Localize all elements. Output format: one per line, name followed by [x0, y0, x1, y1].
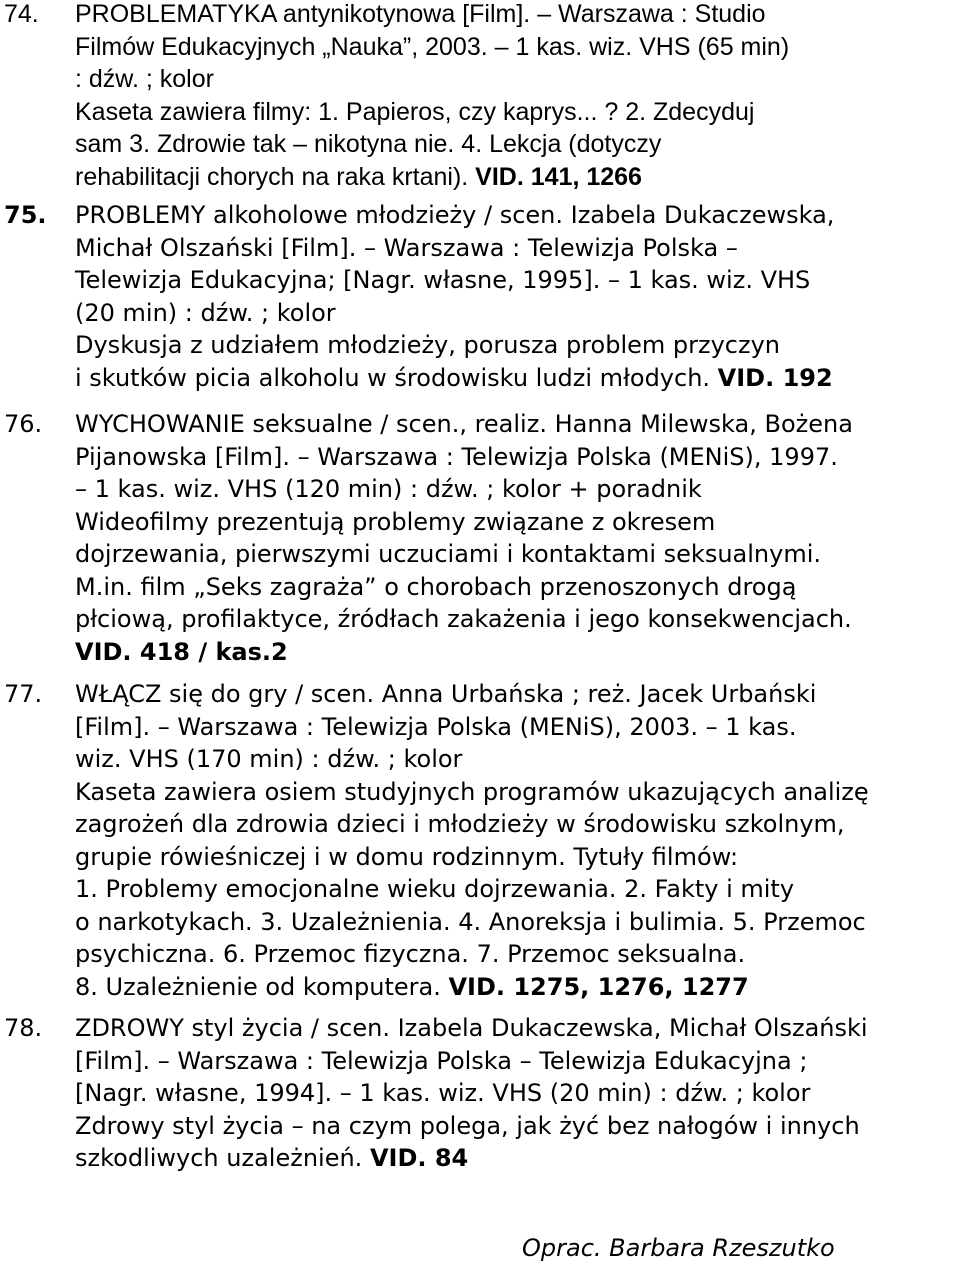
entry-text: [75, 1012, 955, 1175]
entry-line: szkodliwych uzależnień.: [75, 1144, 370, 1172]
entry-text: [75, 408, 955, 668]
entry-line: dojrzewania, pierwszymi uczuciami i kontaktami seksualnymi.: [75, 540, 821, 568]
entry-line: Telewizja Edukacyjna; [Nagr. własne, 1995]. – 1 kas. wiz. VHS: [75, 266, 811, 294]
entry-line: o narkotykach. 3. Uzależnienia. 4. Anoreksja i bulimia. 5. Przemoc: [75, 907, 866, 936]
entry-line: Kaseta zawiera osiem studyjnych programów ukazujących analizę: [75, 777, 869, 806]
entry-line: ZDROWY styl życia / scen. Izabela Dukaczewska, Michał Olszański: [75, 1014, 868, 1042]
entry-line: Zdrowy styl życia – na czym polega, jak żyć bez nałogów i innych: [75, 1111, 860, 1140]
entry-line: (20 min) : dźw. ; kolor: [75, 298, 336, 327]
entry-text: [75, 199, 955, 394]
entry-line: zagrożeń dla zdrowia dzieci i młodzieży w środowisku szkolnym,: [75, 810, 845, 838]
entry-line: płciową, profilaktyce, źródłach zakażenia i jego konsekwencjach.: [75, 605, 852, 633]
entry-line: : dźw. ; kolor: [75, 65, 214, 93]
entry-line: WYCHOWANIE seksualne / scen., realiz. Hanna Milewska, Bożena: [75, 410, 853, 438]
entry-number: 76.: [4, 410, 43, 438]
entry-line-with-vid: [75, 362, 955, 395]
entry-line: – 1 kas. wiz. VHS (120 min) : dźw. ; kolor + poradnik: [75, 475, 702, 503]
entry-line: [Nagr. własne, 1994]. – 1 kas. wiz. VHS (20 min) : dźw. ; kolor: [75, 1079, 811, 1107]
compiler-credit: Oprac. Barbara Rzeszutko: [522, 1234, 835, 1262]
entry-line: 1. Problemy emocjonalne wieku dojrzewania. 2. Fakty i mity: [75, 875, 795, 903]
entry-line: wiz. VHS (170 min) : dźw. ; kolor: [75, 745, 463, 773]
entry-line-with-vid: [75, 1142, 955, 1175]
vid-reference: VID. 1275, 1276, 1277: [448, 972, 749, 1001]
entry-line: Filmów Edukacyjnych „Nauka”, 2003. – 1 kas. wiz. VHS (65 min): [75, 32, 790, 61]
entry-line: PROBLEMATYKA antynikotynowa [Film]. – Warszawa : Studio: [75, 0, 766, 28]
entry-line: grupie rówieśniczej i w domu rodzinnym. Tytuły filmów:: [75, 842, 739, 871]
entry-line: Wideofilmy prezentują problemy związane z okresem: [75, 507, 716, 536]
entry-line: Pijanowska [Film]. – Warszawa : Telewizja Polska (MENiS), 1997.: [75, 442, 838, 471]
entry-line: 8. Uzależnienie od komputera.: [75, 972, 449, 1001]
entry-number: 75.: [4, 201, 47, 229]
entry-text: [75, 0, 955, 193]
entry-line: psychiczna. 6. Przemoc fizyczna. 7. Przemoc seksualna.: [75, 940, 746, 968]
entry-line: rehabilitacji chorych na raka krtani).: [75, 162, 476, 191]
entry-line: WŁĄCZ się do gry / scen. Anna Urbańska ; reż. Jacek Urbański: [75, 680, 817, 708]
entry-text: [75, 678, 955, 1003]
entry-line-with-vid: [75, 636, 955, 669]
entry-line: sam 3. Zdrowie tak – nikotyna nie. 4. Lekcja (dotyczy: [75, 130, 662, 158]
entry-number: 74.: [4, 0, 39, 28]
vid-reference: VID. 192: [717, 363, 833, 392]
entry-line: Dyskusja z udziałem młodzieży, porusza problem przyczyn: [75, 331, 780, 359]
entry-line-with-vid: [75, 161, 955, 194]
entry-line: [Film]. – Warszawa : Telewizja Polska – Telewizja Edukacyjna ;: [75, 1046, 808, 1075]
vid-reference: VID. 141, 1266: [475, 162, 642, 191]
vid-reference: VID. 84: [369, 1144, 469, 1172]
entry-line: [Film]. – Warszawa : Telewizja Polska (MENiS), 2003. – 1 kas.: [75, 712, 797, 741]
vid-reference: VID. 418 / kas.2: [75, 637, 288, 666]
entry-line: Michał Olszański [Film]. – Warszawa : Telewizja Polska –: [75, 233, 738, 262]
entry-number: 77.: [4, 680, 43, 708]
entry-line-with-vid: [75, 971, 955, 1004]
entry-line: M.in. film „Seks zagraża” o chorobach przenoszonych drogą: [75, 572, 797, 601]
entry-line: Kaseta zawiera filmy: 1. Papieros, czy kaprys... ? 2. Zdecyduj: [75, 97, 755, 126]
entry-line: i skutków picia alkoholu w środowisku ludzi młodych.: [75, 363, 718, 392]
entry-line: PROBLEMY alkoholowe młodzieży / scen. Izabela Dukaczewska,: [75, 201, 835, 229]
entry-number: 78.: [4, 1014, 43, 1042]
